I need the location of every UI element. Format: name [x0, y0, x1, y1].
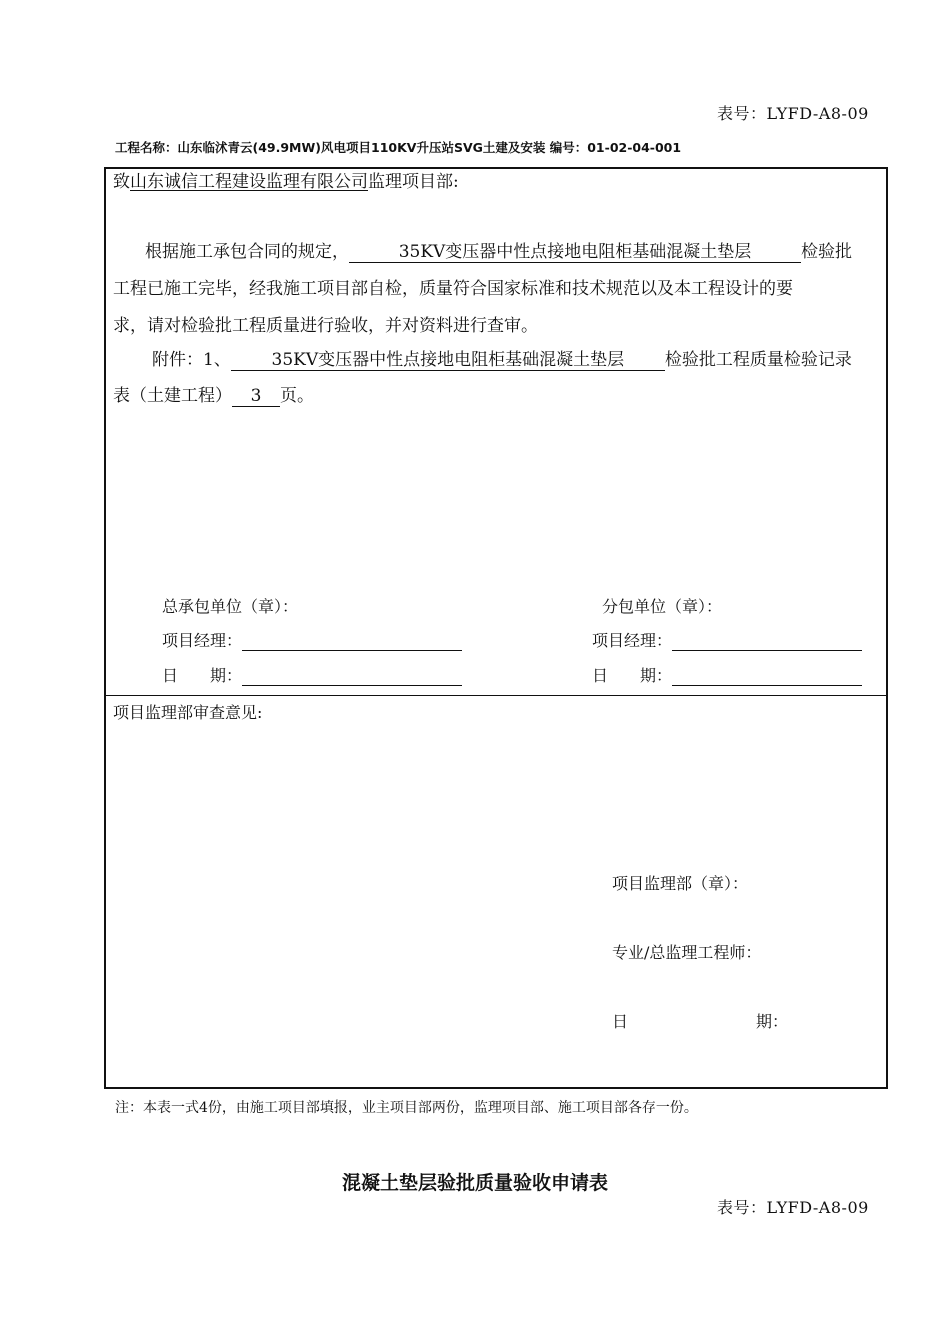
addressee-line	[113, 172, 459, 192]
general-contractor-seal-label: 总承包单位（章）：	[162, 597, 299, 616]
sub-project-manager-label: 项目经理：	[592, 631, 673, 650]
batch-name: 35KV变压器中性点接地电阻柜基础混凝土垫层	[398, 242, 752, 262]
paragraph-end: 检验批	[801, 242, 852, 262]
next-form-title: 混凝土垫层验批质量验收申请表	[342, 1172, 609, 1194]
next-form-number: 表号：LYFD-A8-09	[717, 1198, 869, 1217]
sub-date-blank	[672, 667, 862, 686]
attachment-batch-name: 35KV变压器中性点接地电阻柜基础混凝土垫层	[271, 350, 625, 370]
supervisor-company: 山东诚信工程建设监理有限公司	[130, 172, 368, 192]
sub-project-manager-blank	[672, 632, 862, 651]
section-divider	[106, 695, 886, 696]
paragraph-line-2: 工程已施工完毕，经我施工项目部自检，质量符合国家标准和技术规范以及本工程设计的要	[113, 279, 793, 299]
gc-date-blank	[242, 667, 462, 686]
attachment-line-1	[152, 350, 852, 371]
sub-date-row	[592, 663, 862, 686]
paragraph-line-3: 求，请对检验批工程质量进行验收，并对资料进行查审。	[113, 316, 538, 336]
review-date-char-1: 日	[612, 1012, 629, 1031]
page-count: 3	[250, 386, 262, 406]
attachment-line-2	[113, 386, 314, 407]
attachment-type: 表（土建工程）	[113, 386, 232, 406]
project-info-line: 工程名称：山东临沭青云(49.9MW)风电项目110KV升压站SVG土建及安装 编号：01-02-04-001	[115, 140, 682, 155]
sub-date-label: 日 期：	[592, 666, 673, 685]
page-unit: 页。	[280, 386, 314, 406]
addressee-prefix: 致	[113, 172, 130, 192]
form-number: 表号：LYFD-A8-09	[717, 104, 869, 123]
page-count-field	[232, 386, 280, 407]
review-heading: 项目监理部审查意见:	[113, 703, 263, 722]
gc-date-row	[162, 663, 462, 686]
footnote: 注：本表一式4份，由施工项目部填报，业主项目部两份，监理项目部、施工项目部各存一份。	[115, 1100, 698, 1116]
paragraph-start: 根据施工承包合同的规定，	[145, 242, 349, 262]
attachment-end: 检验批工程质量检验记录	[664, 350, 852, 370]
gc-date-label: 日 期：	[162, 666, 243, 685]
subcontractor-seal-label: 分包单位（章）：	[602, 597, 723, 616]
review-date-char-2: 期：	[756, 1012, 789, 1031]
gc-project-manager-row	[162, 628, 462, 651]
gc-project-manager-blank	[242, 632, 462, 651]
review-seal-label: 项目监理部（章）：	[612, 874, 749, 893]
attachment-label: 附件：1、	[152, 350, 231, 370]
paragraph-line-1	[145, 242, 852, 263]
gc-project-manager-label: 项目经理：	[162, 631, 243, 650]
addressee-suffix: 监理项目部:	[368, 172, 459, 192]
review-engineer-label: 专业/总监理工程师：	[612, 943, 762, 962]
attachment-batch-field	[231, 350, 665, 371]
sub-project-manager-row	[592, 628, 862, 651]
batch-name-field	[349, 242, 801, 263]
